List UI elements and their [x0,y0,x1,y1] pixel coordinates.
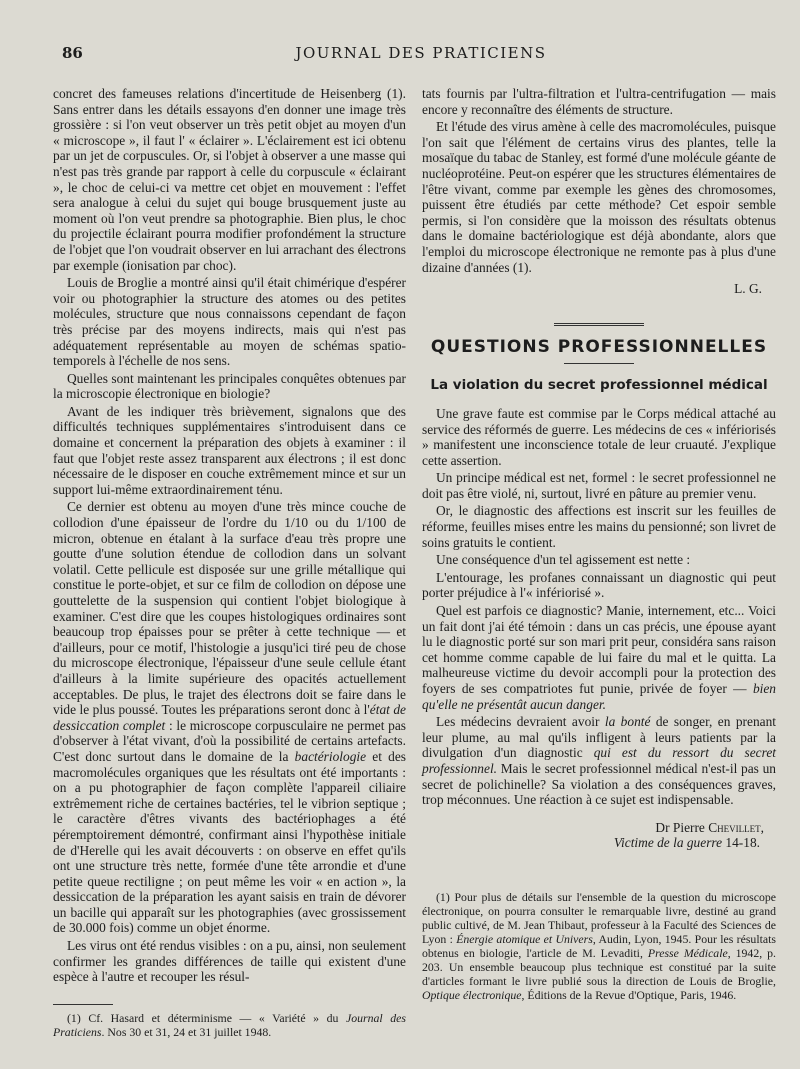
article-p6-emphasis: bien qu'elle ne présentât aucun danger. [422,681,776,712]
left-paragraph-4: Avant de les indiquer très brièvement, signalons que des difficultés techniques supplémentaires s'introduisent dans ce domaine et concernent la préparation des objets à examiner : il faut que l'objet reste assez transparent aux électrons ; il est donc nécessaire de le disposer en couche extrêmement mince et sur un support lui-même extraordinairement ténu. [53,403,406,497]
article-p7-emphasis-2: qui est du ressort du secret professionnel. [422,745,776,776]
right-paragraph-2: Et l'étude des virus amène à celle des macromolécules, puisque l'on sait que l'élément de certains virus des plantes, telle la mosaïque du tabac de Stanley, est formé d'une molécule géante de nucléoprotéine. Peut-on espérer que les structures élémentaires de l'être vivant, comme par exemple les gènes des chromosomes, puissent être étudiés par cette méthode? Cet espoir semble permis, si l'on considère que la moisson des résultats obtenus dans le domaine bactériologique est déjà abondante, alors que l'emploi du microscope électronique ne remonte pas à plus d'une dizaine d'années (1). [422,119,776,275]
right-footnote-d: , Éditions de la Revue d'Optique, Paris, 1946. [521,988,737,1002]
left-paragraph-1: concret des fameuses relations d'incertitude de Heisenberg (1). Sans entrer dans les détails essayons d'en donner une image très grossière : si l'on veut observer un très petit objet au moyen d'un « microscope », il faut l' « éclairer ». L'éclairement est ici obtenu par un jet de corpuscules. Or, si l'objet à observer a une masse qui n'est pas très grande par rapport à celle du corpuscule « éclairant », le choc de celui-ci va mettre cet objet en mouvement : l'effet sera analogue à celui du sujet qui bouge brusquement juste au moment où l'on veut prendre sa photographie. Bien plus, le choc du projectile éclairant pourra modifier profondément la structure de l'objet que l'on voudrait observer en lui arrachant des électrons par exemple (ionisation par choc). [53,86,406,273]
left-footnote [53,994,406,1039]
right-footnote-em1: Énergie atomique et Univers [456,932,593,946]
left-paragraph-6: Les virus ont été rendus visibles : on a pu, ainsi, non seulement confirmer les grandes différences de taille qui existent d'une espèce à l'autre et recouper les résul- [53,938,406,985]
left-paragraph-5 [53,499,406,936]
article-paragraph-4: Une conséquence d'un tel agissement est nette : [436,552,691,568]
left-p5-text-a: Ce dernier est obtenu au moyen d'une très mince couche de collodion d'une épaisseur de l'ordre du 1/10 ou du 1/100 de micron, obtenue en étalant à la surface d'eau très propre une goutte d'une solution étendue de collodion dans un solvant volatil. Cette pellicule est disposée sur une grille métallique qui constitue le porte-objet, et sur ce film de collodion on dépose une gouttelette de la suspension qui contient l'objet biologique à examiner. C'est dire que les coupes histologiques ordinaires sont beaucoup trop épaisses pour se prêter à cette technique — et d'ailleurs, pour ce motif, l'histologie a jusqu'ici tiré peu de chose du microscope électronique, l'épaisseur d'une seule cellule étant d'ailleurs à la limite supérieure des opacités actuellement acceptables. De plus, le trajet des électrons doit se faire dans le vide le plus poussé. Toutes les préparations seront donc à l' [53,499,406,718]
left-paragraph-3: Quelles sont maintenant les principales conquêtes obtenues par la microscopie électronique en biologie? [53,370,406,402]
right-paragraph-1: tats fournis par l'ultra-filtration et l'ultra-centrifugation — mais encore y reconnaître des éléments de structure. [422,86,776,117]
page-number: 86 [62,44,83,62]
article-p7-text-a: Les médecins devraient avoir [436,714,605,730]
left-footnote-suffix: . Nos 30 et 31, 24 et 31 juillet 1948. [101,1025,272,1039]
signature-subtitle [422,835,776,851]
signature-name: Chevillet, [708,819,764,835]
left-paragraph-2: Louis de Broglie a montré ainsi qu'il était chimérique d'espérer voir ou photographier la structure des atomes ou des petites molécules, structure que nous connaissons cependant de façon très précise par des moyens indirects, mais qui n'est pas adéquatement représentable au moyen de schémas spatio-temporels à l'échelle de nos sens. [53,275,406,369]
left-p5-text-c: et des macromolécules organiques que les résultats ont été importants : on a pu photographier de façon complète l'appareil ciliaire extrêmement riche de certaines bactéries, tel le vibrion septique ; le caractère d'êtres vivants des bactériophages a été péremptoirement démontré, confirmant ainsi l'hypothèse initiale de d'Herelle qui les avait découverts : on observe en effet qu'ils ont une structure très nette, formée d'une tête arrondie et d'une petite queue rectiligne ; on peut même les voir « en action », la dessiccation de la préparation les ayant saisis en train de dévorer un bacille qui apparaît sur les photographies (avec grossissement de 30.000 fois) comme un objet énorme. [53,748,406,936]
signature [422,820,776,836]
left-p5-text-b: : le microscope corpusculaire ne permet pas d'observer à l'état vivant, d'où la possibilité de certains artefacts. C'est donc surtout dans le domaine de la [53,717,406,764]
article-paragraph-2: Un principe médical est net, formel : le secret professionnel ne doit pas être violé, ni, surtout, livré en pâture au premier venu. [422,470,776,501]
right-footnote-a: (1) Pour plus de détails sur l'ensemble de la question du microscope électronique, on pourra consulter le remarquable livre, destiné au grand public cultivé, de M. Jean Thibaut, professeur à la Faculté des Sciences de Lyon : [422,890,776,946]
right-column [422,86,776,851]
section-divider [554,323,644,326]
right-footnote-b: , Audin, Lyon, 1945. Pour les résultats obtenus en biologie, l'article de M. Levaditi, [422,932,776,960]
article-p6-text: Quel est parfois ce diagnostic? Manie, internement, etc... Voici un fait dont j'ai été témoin : dans un cas précis, une épouse ayant lu le diagnostic porté sur son mari prit peur, considéra sans raison cet homme comme capable de lui faire du mal et le quitta. La malheureuse victime du devoir accompli pour la protection des foyers de ses compatriotes fut punie, privée de foyer — [422,603,776,696]
article-paragraph-1: Une grave faute est commise par le Corps médical attaché au service des réformés de guerre. Les médecins de ces « infériorisés » manifestent une inconscience totale de leur cruauté. J'explique cette assertion. [422,405,776,468]
left-column [53,86,406,987]
article-paragraph-6 [422,603,776,712]
article-p7-emphasis-1: la bonté [604,714,651,730]
signature-prefix: Dr Pierre [655,819,709,835]
left-footnote-text [53,1011,406,1039]
left-p5-emphasis-1: état de dessiccation complet [53,702,406,733]
page-header [62,44,780,66]
left-footnote-journal: Journal des Praticiens [53,1011,406,1039]
journal-title: JOURNAL DES PRATICIENS [295,44,547,62]
left-footnote-prefix: (1) Cf. Hasard et déterminisme — « Variété » du [67,1011,346,1025]
right-footnote-c: , 1942, p. 203. Un ensemble beaucoup plus technique est constitué par la suite d'articles formant le livre publié sous la direction de Louis de Broglie, [422,946,776,988]
article-paragraph-5: L'entourage, les profanes connaissant un diagnostic qui peut porter préjudice à l'« infériorisé ». [422,569,776,601]
right-footnote-em3: Optique électronique [422,988,522,1002]
right-footnote-em2: Presse Médicale [647,946,728,960]
right-footnote [422,890,776,1002]
author-initials: L. G. [734,281,762,297]
title-underline [564,363,634,364]
article-paragraph-7 [422,714,776,808]
article-paragraph-3: Or, le diagnostic des affections est inscrit sur les feuilles de réforme, feuilles mises entre les mains du pensionné; son livret de soins gratuits le contient. [422,503,776,550]
section-title: QUESTIONS PROFESSIONNELLES [430,336,768,357]
signature-subtitle-years: 14-18. [722,835,760,851]
article-p7-text-b: de songer, en prenant leur plume, au mal qu'ils infligent à leurs patients par la divulgation d'un diagnostic [422,714,776,761]
signature-subtitle-em: Victime de la guerre [613,835,723,851]
footnote-divider [53,1004,113,1005]
right-footnote-text [422,890,776,1002]
article-p7-text-c: Mais le secret professionnel médical n'est-il pas un secret de polichinelle? Sa violation a des conséquences graves, trop méconnues. Une réaction à ce sujet est indispensable. [422,760,776,808]
left-p5-emphasis-2: bactériologie [294,748,367,764]
article-title: La violation du secret professionnel médical [430,377,768,394]
